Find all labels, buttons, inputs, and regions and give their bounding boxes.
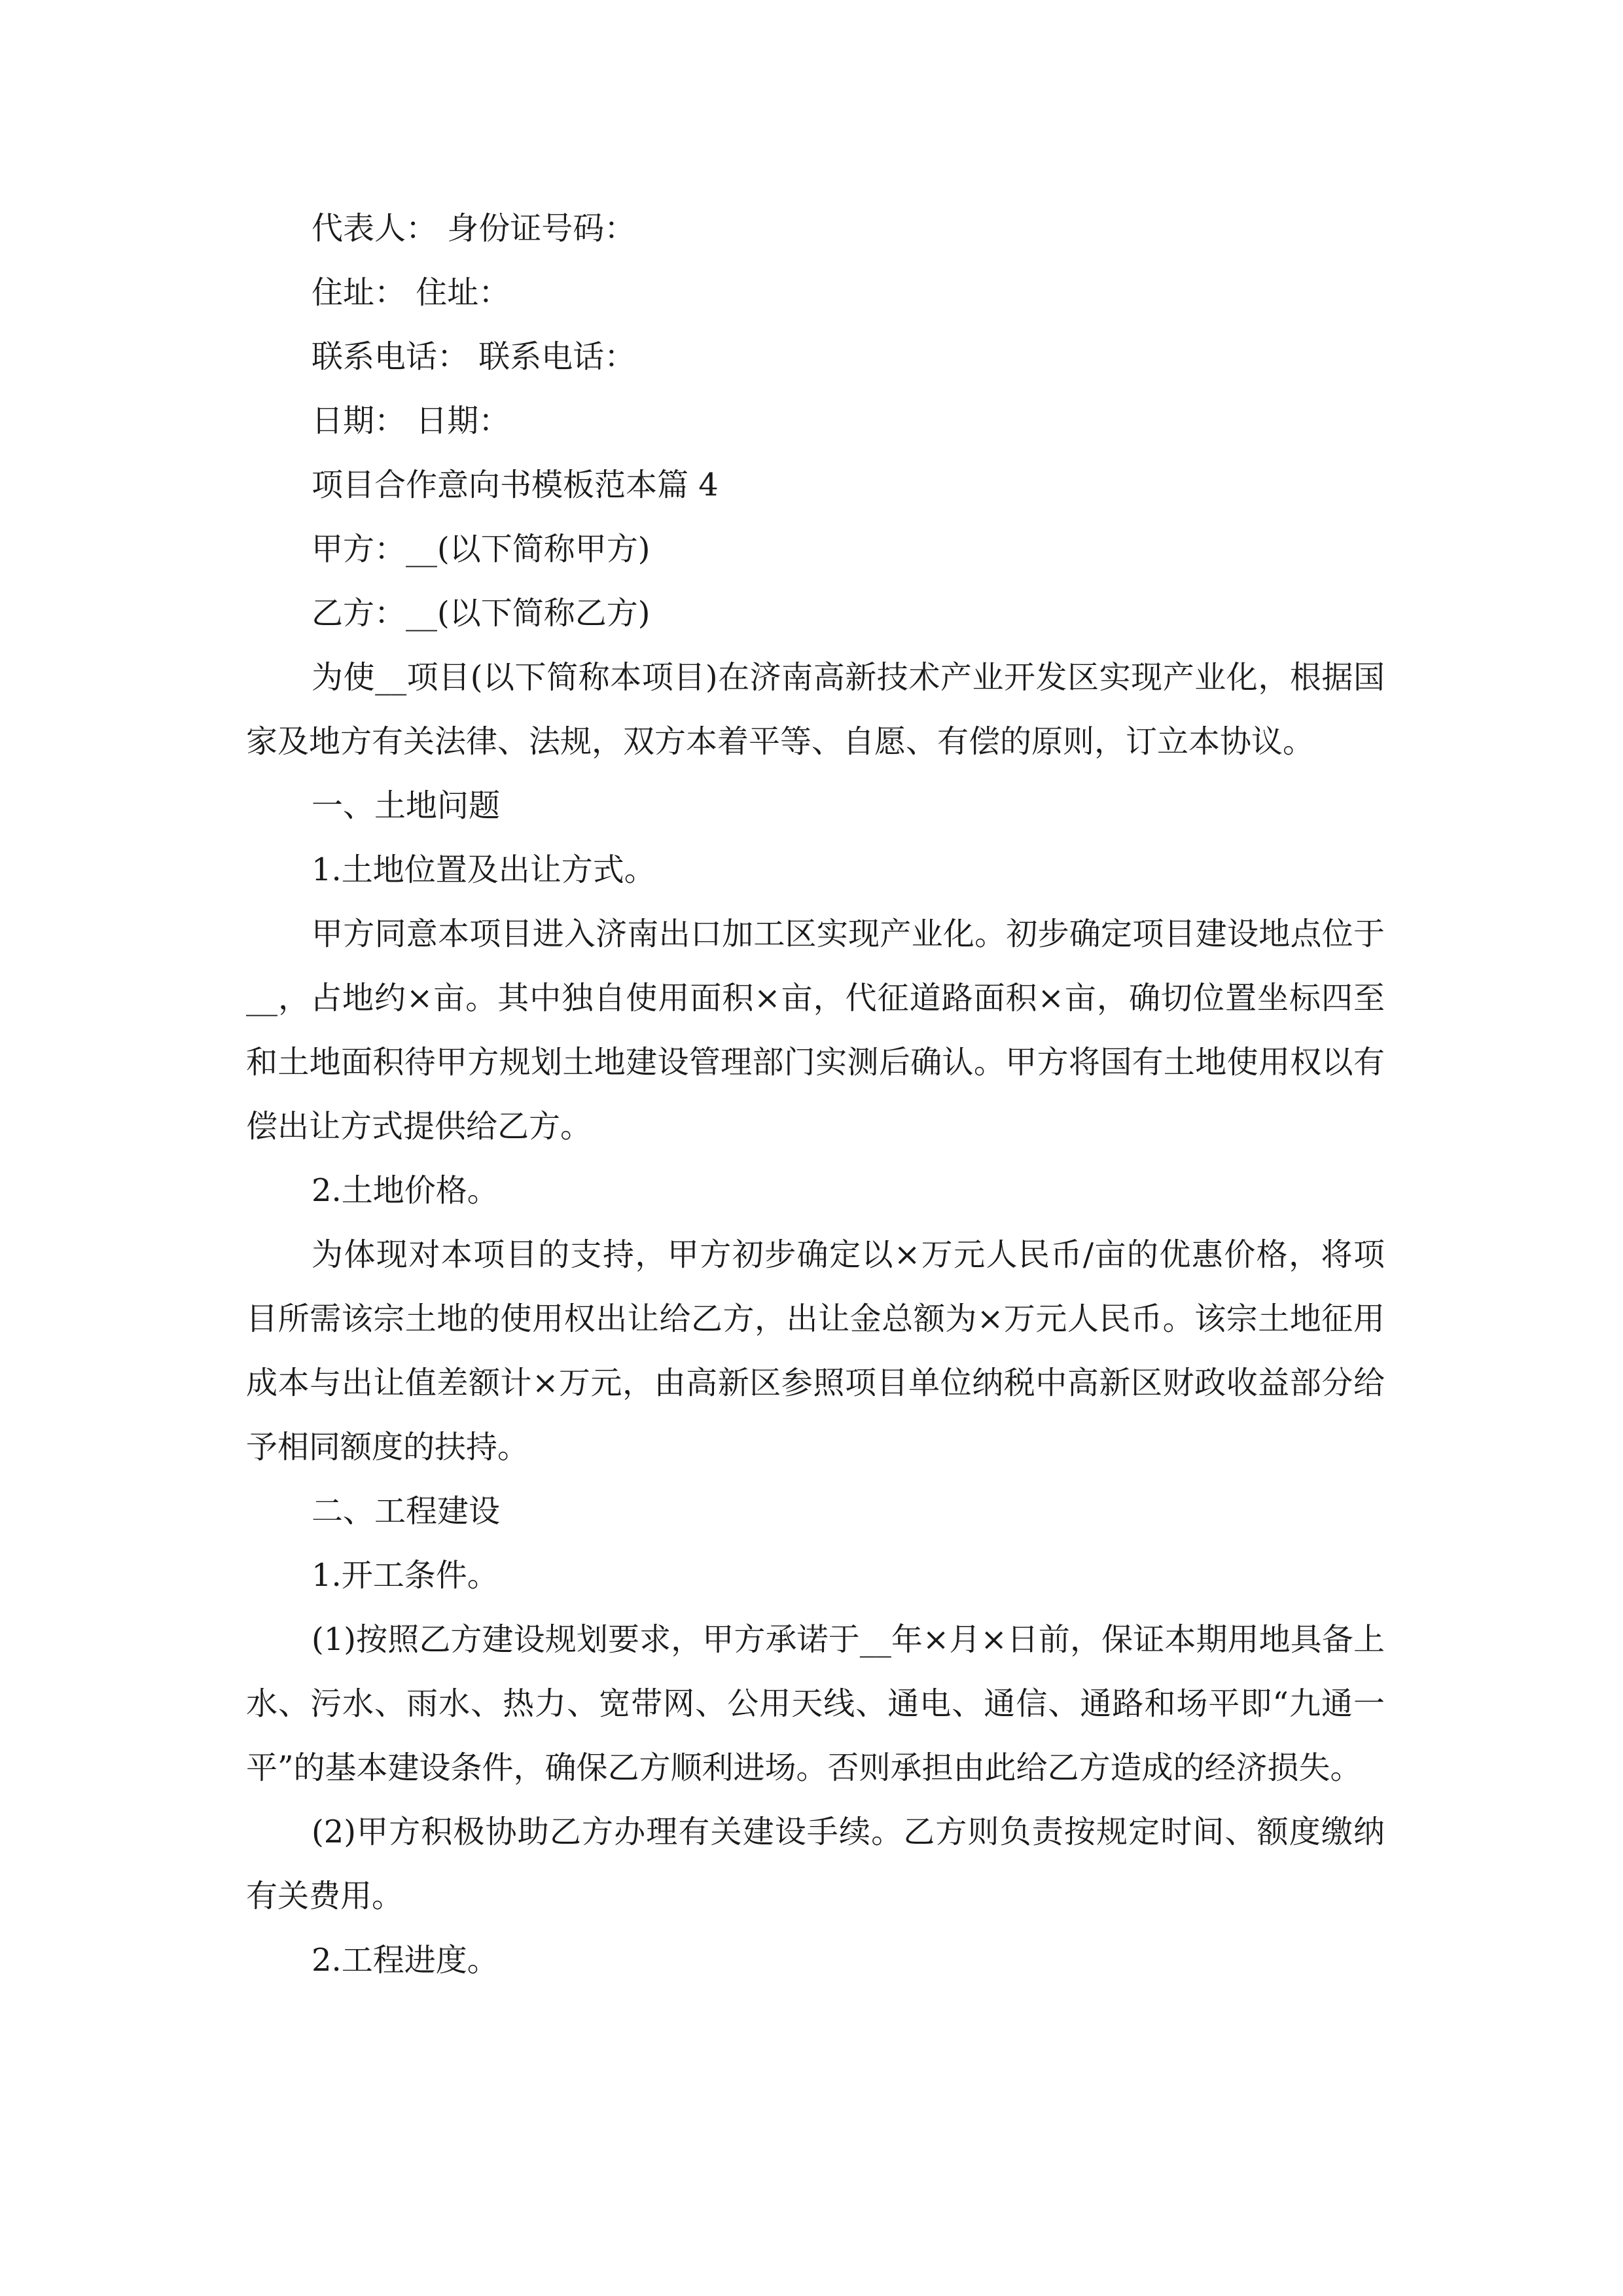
start-conditions-paragraph-1: (1)按照乙方建设规划要求，甲方承诺于__年×月×日前，保证本期用地具备上水、污水、雨水、热力、宽带网、公用天线、通电、通信、通路和场平即“九通一平”的基本建设条件，确保乙方顺利进场。否则承担由此给乙方造成的经济损失。: [246, 1621, 1385, 1786]
intro-paragraph: 为使__项目(以下简称本项目)在济南高新技术产业开发区实现产业化，根据国家及地方有关法律、法规，双方本着平等、自愿、有偿的原则，订立本协议。: [246, 659, 1385, 760]
heading-land: 一、土地问题: [312, 787, 501, 824]
representative-line: 代表人： 身份证号码：: [312, 210, 636, 247]
address-line: 住址： 住址：: [312, 274, 510, 311]
heading-construction: 二、工程建设: [312, 1493, 501, 1530]
date-line: 日期： 日期：: [312, 403, 510, 439]
land-location-paragraph: 甲方同意本项目进入济南出口加工区实现产业化。初步确定项目建设地点位于__，占地约×亩。其中独自使用面积×亩，代征道路面积×亩，确切位置坐标四至和土地面积待甲方规划土地建设管理部门实测后确认。甲方将国有土地使用权以有偿出让方式提供给乙方。: [246, 916, 1385, 1145]
subheading-start-conditions: 1.开工条件。: [312, 1557, 499, 1594]
document-body: [246, 196, 1385, 1992]
subheading-progress: 2.工程进度。: [312, 1942, 499, 1979]
start-conditions-paragraph-2: (2)甲方积极协助乙方办理有关建设手续。乙方则负责按规定时间、额度缴纳有关费用。: [246, 1814, 1385, 1914]
subheading-land-location: 1.土地位置及出让方式。: [312, 852, 656, 888]
phone-line: 联系电话： 联系电话：: [312, 338, 636, 375]
land-price-paragraph: 为体现对本项目的支持，甲方初步确定以×万元人民币/亩的优惠价格，将项目所需该宗土地的使用权出让给乙方，出让金总额为×万元人民币。该宗土地征用成本与出让值差额计×万元，由高新区参照项目单位纳税中高新区财政收益部分给予相同额度的扶持。: [246, 1236, 1385, 1465]
party-b-line: 乙方：__(以下简称乙方): [312, 595, 651, 632]
subheading-land-price: 2.土地价格。: [312, 1172, 499, 1209]
section-title: 项目合作意向书模板范本篇 4: [312, 467, 719, 503]
party-a-line: 甲方：__(以下简称甲方): [312, 531, 651, 567]
